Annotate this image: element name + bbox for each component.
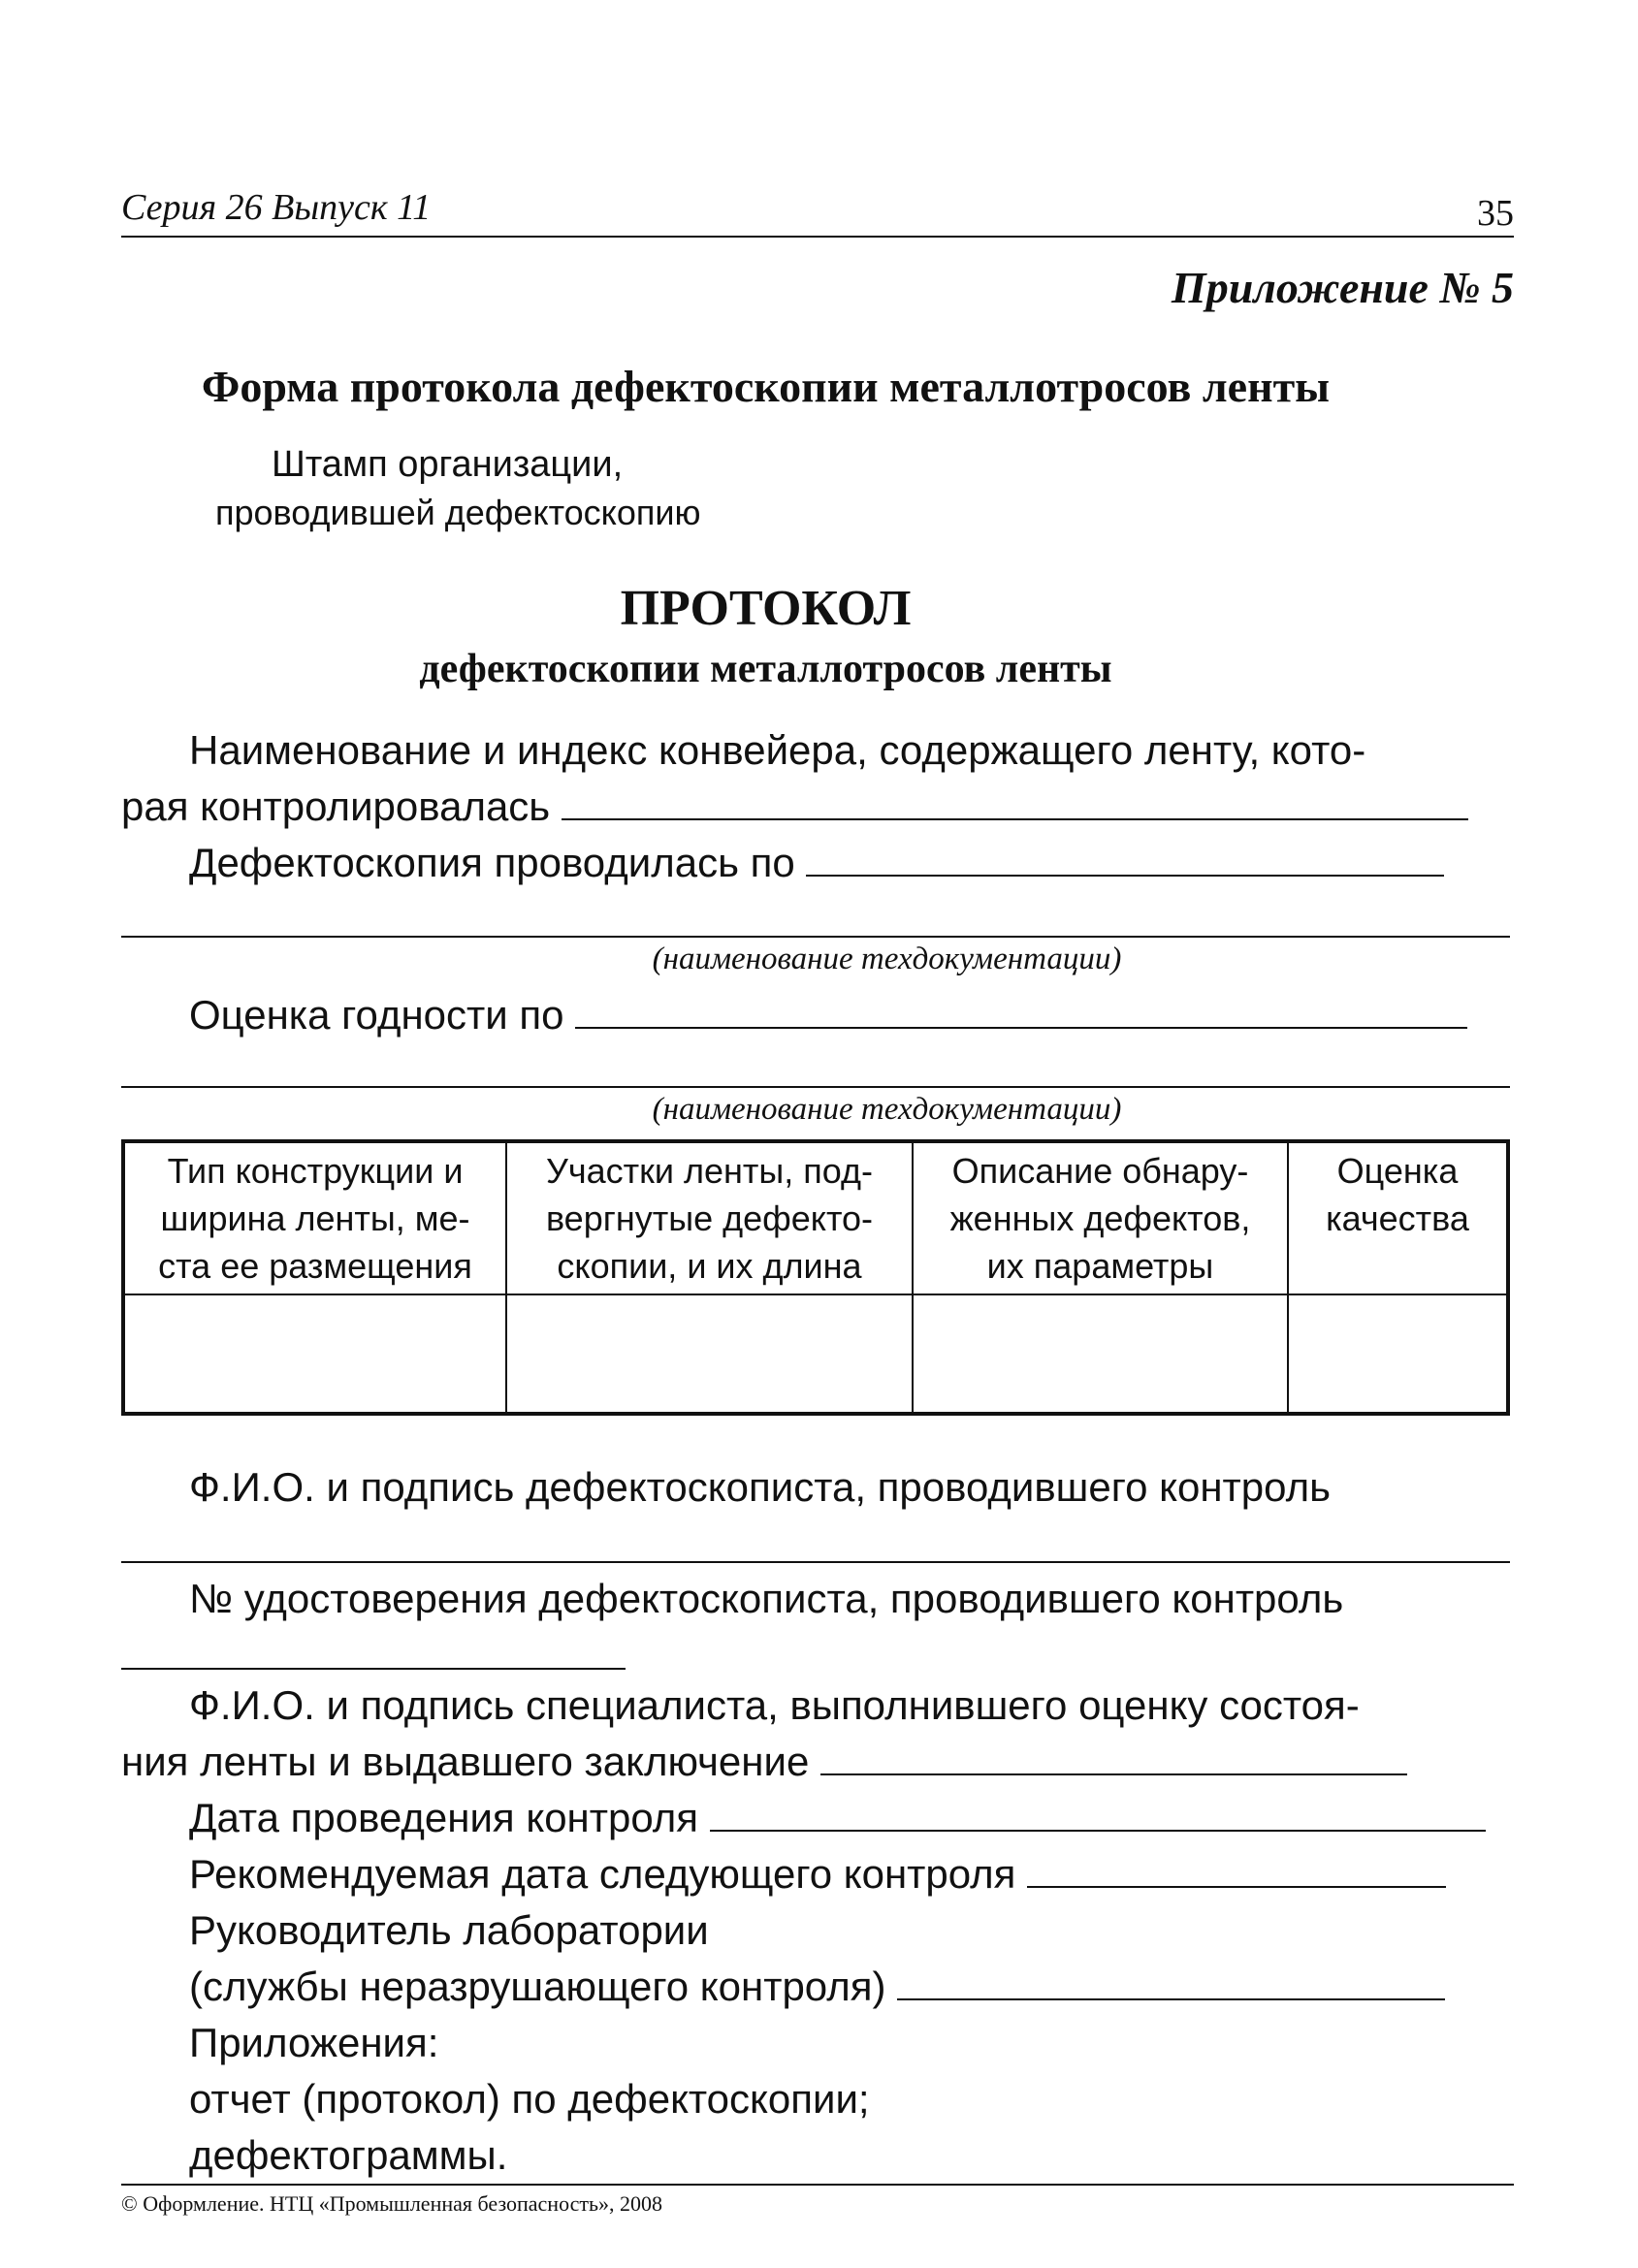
fitness-doc-line[interactable] (121, 1086, 1510, 1088)
specialist-row (121, 1739, 1407, 1785)
defect-table (121, 1139, 1510, 1416)
next-control-date-label: Рекомендуемая дата следующего контроля (189, 1851, 1016, 1897)
inspector-cert-line[interactable] (121, 1668, 626, 1670)
specialist-label-line1: Ф.И.О. и подпись специалиста, выполнившего оценку состоя- (189, 1682, 1360, 1728)
lab-head-input-line[interactable] (897, 1997, 1445, 2000)
conveyor-label-text: рая контролировалась (121, 783, 551, 829)
attachment-item-1: отчет (протокол) по дефектоскопии; (189, 2076, 870, 2122)
col-header-sections: Участки ленты, под- вергнутые дефекто- скопии, и их длина (506, 1141, 913, 1294)
fitness-by-label: Оценка годности по (189, 992, 564, 1038)
page-number: 35 (1477, 193, 1514, 234)
conveyor-label-line2 (121, 783, 1468, 830)
inspector-name-line[interactable] (121, 1561, 1510, 1563)
lab-head-label-line2: (службы неразрушающего контроля) (189, 1964, 886, 2009)
next-control-date-row (189, 1851, 1446, 1898)
table-cell[interactable] (123, 1294, 506, 1414)
control-date-input-line[interactable] (710, 1829, 1486, 1832)
form-title: Форма протокола дефектоскопии металлотросов ленты (201, 362, 1331, 411)
stamp-line-1: Штамп организации, (272, 444, 624, 485)
inspection-by-row (189, 840, 1444, 886)
table-cell[interactable] (506, 1294, 913, 1414)
next-control-date-input-line[interactable] (1027, 1885, 1446, 1888)
tech-doc-caption-1: (наименование техдокументации) (652, 942, 1122, 976)
table-cell[interactable] (1288, 1294, 1508, 1414)
inspector-cert-label: № удостоверения дефектоскописта, проводившего контроль (189, 1576, 1344, 1621)
col-header-quality: Оценка качества (1288, 1141, 1508, 1294)
col-header-defects: Описание обнару- женных дефектов, их параметры (913, 1141, 1288, 1294)
inspection-by-label: Дефектоскопия проводилась по (189, 840, 795, 885)
lab-head-row (189, 1964, 1445, 2010)
table-row (123, 1294, 1508, 1414)
conveyor-input-line[interactable] (562, 817, 1468, 820)
protocol-title: ПРОТОКОЛ (620, 581, 912, 636)
lab-head-label-line1: Руководитель лаборатории (189, 1907, 709, 1953)
copyright-footer: © Оформление. НТЦ «Промышленная безопасность», 2008 (121, 2191, 663, 2216)
attachments-label: Приложения: (189, 2020, 439, 2065)
attachment-item-2: дефектограммы. (189, 2132, 508, 2178)
stamp-line-2: проводившей дефектоскопию (215, 493, 701, 532)
table-header-row (123, 1141, 1508, 1294)
inspector-name-label: Ф.И.О. и подпись дефектоскописта, проводившего контроль (189, 1464, 1331, 1510)
inspection-doc-line[interactable] (121, 936, 1510, 938)
tech-doc-caption-2: (наименование техдокументации) (652, 1092, 1122, 1127)
appendix-label: Приложение № 5 (1171, 263, 1514, 312)
fitness-by-input-line[interactable] (575, 1026, 1467, 1029)
col-header-construction: Тип конструкции и ширина ленты, ме- ста ее размещения (123, 1141, 506, 1294)
specialist-input-line[interactable] (820, 1773, 1407, 1775)
protocol-subtitle: дефектоскопии металлотросов ленты (419, 647, 1112, 691)
control-date-row (189, 1795, 1486, 1841)
fitness-by-row (189, 992, 1467, 1038)
inspection-by-input-line[interactable] (806, 874, 1444, 877)
conveyor-label-line1: Наименование и индекс конвейера, содержащего ленту, кото- (189, 727, 1366, 773)
series-label: Серия 26 Выпуск 11 (121, 187, 432, 228)
specialist-label-line2: ния ленты и выдавшего заключение (121, 1739, 810, 1784)
header-rule (121, 236, 1514, 238)
control-date-label: Дата проведения контроля (189, 1795, 699, 1840)
footer-rule (121, 2184, 1514, 2186)
table-cell[interactable] (913, 1294, 1288, 1414)
